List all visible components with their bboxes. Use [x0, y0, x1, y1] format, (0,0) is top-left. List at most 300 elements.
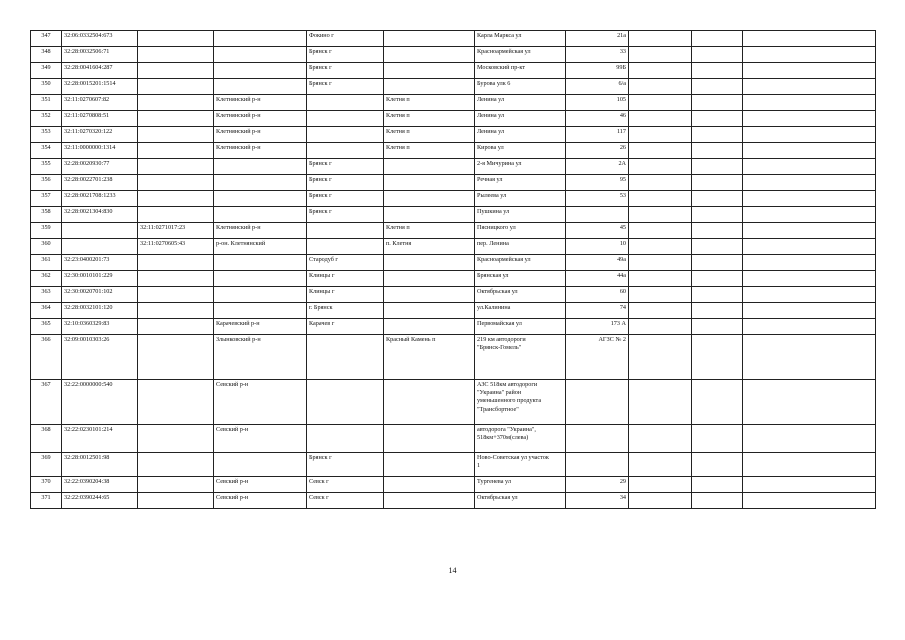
row-number-cell: 361 — [31, 255, 62, 271]
table-row — [31, 111, 876, 127]
extra-cell-2 — [692, 303, 743, 319]
extra-cell-3 — [743, 191, 876, 207]
extra-cell-1 — [629, 287, 692, 303]
row-number-cell: 365 — [31, 319, 62, 335]
district-cell — [214, 255, 307, 271]
cadastral-number-2-cell — [138, 175, 214, 191]
street-cell: Октябрьская ул — [475, 287, 566, 303]
district-cell: Клетнянский р-н — [214, 111, 307, 127]
cadastral-number-2-cell — [138, 207, 214, 223]
cadastral-number-cell: 32:11:0270808:51 — [62, 111, 138, 127]
house-cell: 45 — [566, 223, 629, 239]
row-number-cell: 371 — [31, 493, 62, 509]
cadastral-number-cell: 32:09:0010303:26 — [62, 335, 138, 380]
house-cell: 6/а — [566, 79, 629, 95]
house-cell — [566, 453, 629, 477]
district-cell: Севский р-н — [214, 425, 307, 453]
extra-cell-2 — [692, 143, 743, 159]
district-cell: Клетнянский р-н — [214, 223, 307, 239]
row-number-cell: 354 — [31, 143, 62, 159]
extra-cell-3 — [743, 425, 876, 453]
city-cell: г. Брянск — [307, 303, 384, 319]
house-cell: 26 — [566, 143, 629, 159]
cadastral-number-2-cell — [138, 79, 214, 95]
cadastral-number-cell: 32:28:0032506:71 — [62, 47, 138, 63]
settlement-cell: п. Клетня — [384, 239, 475, 255]
cadastral-number-cell: 32:22:0230101:214 — [62, 425, 138, 453]
cadastral-number-cell: 32:10:0360329:83 — [62, 319, 138, 335]
cadastral-number-cell: 32:28:0015201:1514 — [62, 79, 138, 95]
extra-cell-2 — [692, 207, 743, 223]
row-number-cell: 359 — [31, 223, 62, 239]
district-cell — [214, 453, 307, 477]
street-cell: Тургенева ул — [475, 477, 566, 493]
cadastral-number-cell: 32:23:0400201:73 — [62, 255, 138, 271]
extra-cell-2 — [692, 380, 743, 425]
row-number-cell: 348 — [31, 47, 62, 63]
extra-cell-2 — [692, 111, 743, 127]
cadastral-number-cell: 32:28:0021304:830 — [62, 207, 138, 223]
street-cell: Красноармейская ул — [475, 255, 566, 271]
house-cell: 95 — [566, 175, 629, 191]
row-number-cell: 364 — [31, 303, 62, 319]
extra-cell-2 — [692, 95, 743, 111]
table-row — [31, 63, 876, 79]
street-cell: Октябрьская ул — [475, 493, 566, 509]
district-cell: Севский р-н — [214, 493, 307, 509]
row-number-cell: 366 — [31, 335, 62, 380]
extra-cell-1 — [629, 255, 692, 271]
city-cell — [307, 95, 384, 111]
extra-cell-1 — [629, 143, 692, 159]
city-cell: Севск г — [307, 493, 384, 509]
row-number-cell: 363 — [31, 287, 62, 303]
street-cell: Ленина ул — [475, 127, 566, 143]
extra-cell-1 — [629, 175, 692, 191]
city-cell — [307, 425, 384, 453]
extra-cell-2 — [692, 31, 743, 47]
extra-cell-3 — [743, 143, 876, 159]
settlement-cell — [384, 63, 475, 79]
cadastral-number-2-cell — [138, 335, 214, 380]
table-row — [31, 47, 876, 63]
table-row — [31, 159, 876, 175]
cadastral-number-cell — [62, 223, 138, 239]
cadastral-number-cell: 32:28:0041604:287 — [62, 63, 138, 79]
extra-cell-2 — [692, 493, 743, 509]
row-number-cell: 356 — [31, 175, 62, 191]
extra-cell-2 — [692, 425, 743, 453]
settlement-cell — [384, 303, 475, 319]
table-row — [31, 493, 876, 509]
district-cell — [214, 31, 307, 47]
row-number-cell: 360 — [31, 239, 62, 255]
extra-cell-3 — [743, 335, 876, 380]
row-number-cell: 358 — [31, 207, 62, 223]
cadastral-number-2-cell — [138, 287, 214, 303]
district-cell — [214, 63, 307, 79]
extra-cell-1 — [629, 95, 692, 111]
house-cell: 53 — [566, 191, 629, 207]
cadastral-number-cell — [62, 239, 138, 255]
street-cell: Пясницкого ул — [475, 223, 566, 239]
extra-cell-2 — [692, 191, 743, 207]
city-cell — [307, 127, 384, 143]
row-number-cell: 368 — [31, 425, 62, 453]
settlement-cell — [384, 31, 475, 47]
settlement-cell — [384, 175, 475, 191]
settlement-cell — [384, 425, 475, 453]
cadastral-number-2-cell: 32:11:0270605:43 — [138, 239, 214, 255]
city-cell: Карачев г — [307, 319, 384, 335]
cadastral-number-2-cell — [138, 453, 214, 477]
street-cell: Кирова ул — [475, 143, 566, 159]
table-row — [31, 191, 876, 207]
table-row — [31, 175, 876, 191]
extra-cell-1 — [629, 191, 692, 207]
row-number-cell: 369 — [31, 453, 62, 477]
cadastral-number-cell: 32:28:0020930:77 — [62, 159, 138, 175]
street-cell: Рылеева ул — [475, 191, 566, 207]
house-cell: 44а — [566, 271, 629, 287]
row-number-cell: 362 — [31, 271, 62, 287]
row-number-cell: 352 — [31, 111, 62, 127]
extra-cell-3 — [743, 493, 876, 509]
cadastral-number-cell: 32:11:0270607:82 — [62, 95, 138, 111]
table-row — [31, 319, 876, 335]
settlement-cell: Клетня п — [384, 111, 475, 127]
district-cell: Злынковский р-н — [214, 335, 307, 380]
row-number-cell: 355 — [31, 159, 62, 175]
cadastral-number-cell: 32:11:0270320:122 — [62, 127, 138, 143]
street-cell: Первомайская ул — [475, 319, 566, 335]
extra-cell-3 — [743, 477, 876, 493]
city-cell: Стародуб г — [307, 255, 384, 271]
settlement-cell — [384, 47, 475, 63]
house-cell: 117 — [566, 127, 629, 143]
city-cell: Фокино г — [307, 31, 384, 47]
house-cell: 34 — [566, 493, 629, 509]
extra-cell-1 — [629, 223, 692, 239]
district-cell — [214, 175, 307, 191]
row-number-cell: 370 — [31, 477, 62, 493]
cadastral-number-2-cell — [138, 271, 214, 287]
city-cell: Брянск г — [307, 191, 384, 207]
extra-cell-3 — [743, 31, 876, 47]
page-number: 14 — [448, 566, 457, 575]
house-cell: 21а — [566, 31, 629, 47]
settlement-cell: Красный Камень п — [384, 335, 475, 380]
cadastral-number-cell: 32:30:0020701:102 — [62, 287, 138, 303]
district-cell: Клетнянский р-н — [214, 143, 307, 159]
settlement-cell — [384, 493, 475, 509]
house-cell: 60 — [566, 287, 629, 303]
district-cell — [214, 271, 307, 287]
settlement-cell — [384, 287, 475, 303]
row-number-cell: 349 — [31, 63, 62, 79]
table-row — [31, 271, 876, 287]
cadastral-number-2-cell — [138, 319, 214, 335]
city-cell: Клинцы г — [307, 271, 384, 287]
extra-cell-1 — [629, 303, 692, 319]
extra-cell-3 — [743, 303, 876, 319]
street-cell: Карла Маркса ул — [475, 31, 566, 47]
extra-cell-3 — [743, 159, 876, 175]
cadastral-number-2-cell — [138, 95, 214, 111]
city-cell — [307, 380, 384, 425]
city-cell — [307, 143, 384, 159]
house-cell: 173 А — [566, 319, 629, 335]
extra-cell-2 — [692, 127, 743, 143]
settlement-cell — [384, 319, 475, 335]
cadastral-number-2-cell — [138, 303, 214, 319]
extra-cell-1 — [629, 453, 692, 477]
district-cell: Клетнянский р-н — [214, 127, 307, 143]
house-cell: 29 — [566, 477, 629, 493]
district-cell — [214, 159, 307, 175]
street-cell: 219 км автодороги "Брянск-Гомель" — [475, 335, 566, 380]
extra-cell-2 — [692, 271, 743, 287]
cadastral-number-2-cell — [138, 493, 214, 509]
cadastral-number-cell: 32:11:0000000:1314 — [62, 143, 138, 159]
street-cell: Пушкина ул — [475, 207, 566, 223]
extra-cell-3 — [743, 63, 876, 79]
district-cell: Клетнянский р-н — [214, 95, 307, 111]
house-cell: 49а — [566, 255, 629, 271]
cadastral-number-2-cell — [138, 143, 214, 159]
settlement-cell — [384, 79, 475, 95]
extra-cell-1 — [629, 239, 692, 255]
table-row — [31, 223, 876, 239]
house-cell: 105 — [566, 95, 629, 111]
extra-cell-2 — [692, 255, 743, 271]
table-row — [31, 79, 876, 95]
street-cell: Ново-Советская ул участок 1 — [475, 453, 566, 477]
extra-cell-1 — [629, 319, 692, 335]
street-cell: Речная ул — [475, 175, 566, 191]
extra-cell-2 — [692, 335, 743, 380]
extra-cell-2 — [692, 287, 743, 303]
cadastral-number-cell: 32:28:0022701:238 — [62, 175, 138, 191]
house-cell: 2А — [566, 159, 629, 175]
table-row — [31, 477, 876, 493]
table-row — [31, 425, 876, 453]
city-cell: Брянск г — [307, 159, 384, 175]
settlement-cell: Клетня п — [384, 95, 475, 111]
table-row — [31, 287, 876, 303]
district-cell — [214, 207, 307, 223]
extra-cell-2 — [692, 319, 743, 335]
extra-cell-1 — [629, 493, 692, 509]
cadastral-number-2-cell — [138, 159, 214, 175]
settlement-cell — [384, 255, 475, 271]
street-cell: Бурова улк 6 — [475, 79, 566, 95]
extra-cell-2 — [692, 453, 743, 477]
table-row — [31, 143, 876, 159]
extra-cell-1 — [629, 47, 692, 63]
street-cell: автодорога "Украина", 518км+370м(слева) — [475, 425, 566, 453]
district-cell — [214, 79, 307, 95]
cadastral-number-2-cell — [138, 127, 214, 143]
extra-cell-1 — [629, 159, 692, 175]
settlement-cell: Клетня п — [384, 127, 475, 143]
cadastral-number-2-cell — [138, 255, 214, 271]
city-cell: Брянск г — [307, 79, 384, 95]
settlement-cell — [384, 271, 475, 287]
table-row — [31, 127, 876, 143]
city-cell: Брянск г — [307, 47, 384, 63]
district-cell: Карачевский р-н — [214, 319, 307, 335]
house-cell — [566, 425, 629, 453]
street-cell: Брянская ул — [475, 271, 566, 287]
table-row — [31, 31, 876, 47]
table-body — [31, 31, 876, 509]
address-table — [30, 30, 876, 509]
street-cell: пер. Ленина — [475, 239, 566, 255]
extra-cell-2 — [692, 63, 743, 79]
house-cell: 33 — [566, 47, 629, 63]
row-number-cell: 347 — [31, 31, 62, 47]
extra-cell-1 — [629, 477, 692, 493]
city-cell: Брянск г — [307, 453, 384, 477]
house-cell: 46 — [566, 111, 629, 127]
extra-cell-3 — [743, 111, 876, 127]
extra-cell-3 — [743, 380, 876, 425]
table-row — [31, 453, 876, 477]
cadastral-number-2-cell: 32:11:0271017:23 — [138, 223, 214, 239]
row-number-cell: 367 — [31, 380, 62, 425]
settlement-cell — [384, 159, 475, 175]
street-cell: Ленина ул — [475, 95, 566, 111]
table-row — [31, 95, 876, 111]
extra-cell-3 — [743, 255, 876, 271]
extra-cell-3 — [743, 239, 876, 255]
table-row — [31, 239, 876, 255]
street-cell: Московский пр-кт — [475, 63, 566, 79]
extra-cell-1 — [629, 271, 692, 287]
cadastral-number-cell: 32:28:0012501:98 — [62, 453, 138, 477]
extra-cell-2 — [692, 79, 743, 95]
house-cell — [566, 380, 629, 425]
extra-cell-3 — [743, 95, 876, 111]
extra-cell-1 — [629, 127, 692, 143]
extra-cell-3 — [743, 453, 876, 477]
settlement-cell — [384, 207, 475, 223]
district-cell: р-он. Клетнянский — [214, 239, 307, 255]
row-number-cell: 353 — [31, 127, 62, 143]
table-row — [31, 303, 876, 319]
extra-cell-2 — [692, 239, 743, 255]
district-cell — [214, 191, 307, 207]
cadastral-number-2-cell — [138, 47, 214, 63]
settlement-cell — [384, 477, 475, 493]
cadastral-number-2-cell — [138, 425, 214, 453]
extra-cell-3 — [743, 287, 876, 303]
house-cell — [566, 207, 629, 223]
table-row — [31, 207, 876, 223]
extra-cell-3 — [743, 319, 876, 335]
extra-cell-3 — [743, 175, 876, 191]
cadastral-number-cell: 32:28:0021708:1233 — [62, 191, 138, 207]
table-row — [31, 335, 876, 380]
extra-cell-3 — [743, 47, 876, 63]
cadastral-number-2-cell — [138, 191, 214, 207]
extra-cell-1 — [629, 425, 692, 453]
extra-cell-2 — [692, 159, 743, 175]
city-cell — [307, 111, 384, 127]
row-number-cell: 357 — [31, 191, 62, 207]
city-cell: Брянск г — [307, 63, 384, 79]
street-cell: ул.Калинина — [475, 303, 566, 319]
cadastral-number-2-cell — [138, 31, 214, 47]
cadastral-number-cell: 32:06:0332504:673 — [62, 31, 138, 47]
row-number-cell: 350 — [31, 79, 62, 95]
cadastral-number-cell: 32:22:0390204:38 — [62, 477, 138, 493]
street-cell: 2-я Мичурина ул — [475, 159, 566, 175]
cadastral-number-cell: 32:22:0000000:540 — [62, 380, 138, 425]
extra-cell-1 — [629, 79, 692, 95]
extra-cell-2 — [692, 47, 743, 63]
city-cell: Севск г — [307, 477, 384, 493]
city-cell — [307, 335, 384, 380]
street-cell: АЗС 518км автодороги "Украина" район уменьшенного продукта "Трансбортное" — [475, 380, 566, 425]
row-number-cell: 351 — [31, 95, 62, 111]
extra-cell-2 — [692, 477, 743, 493]
city-cell: Брянск г — [307, 175, 384, 191]
district-cell — [214, 47, 307, 63]
settlement-cell: Клетня п — [384, 223, 475, 239]
street-cell: Красноармейская ул — [475, 47, 566, 63]
city-cell: Брянск г — [307, 207, 384, 223]
extra-cell-3 — [743, 127, 876, 143]
table-row — [31, 380, 876, 425]
extra-cell-2 — [692, 175, 743, 191]
extra-cell-3 — [743, 223, 876, 239]
extra-cell-3 — [743, 271, 876, 287]
street-cell: Ленина ул — [475, 111, 566, 127]
house-cell: 10 — [566, 239, 629, 255]
cadastral-number-2-cell — [138, 380, 214, 425]
city-cell — [307, 239, 384, 255]
extra-cell-1 — [629, 111, 692, 127]
settlement-cell — [384, 453, 475, 477]
district-cell — [214, 287, 307, 303]
city-cell — [307, 223, 384, 239]
district-cell: Севский р-н — [214, 477, 307, 493]
cadastral-number-2-cell — [138, 477, 214, 493]
house-cell: 99Б — [566, 63, 629, 79]
extra-cell-1 — [629, 63, 692, 79]
district-cell: Севский р-н — [214, 380, 307, 425]
settlement-cell — [384, 191, 475, 207]
cadastral-number-cell: 32:28:0032101:120 — [62, 303, 138, 319]
extra-cell-1 — [629, 335, 692, 380]
extra-cell-1 — [629, 31, 692, 47]
house-cell: АГЗС № 2 — [566, 335, 629, 380]
extra-cell-3 — [743, 79, 876, 95]
cadastral-number-cell: 32:30:0010101:229 — [62, 271, 138, 287]
table-row — [31, 255, 876, 271]
cadastral-number-cell: 32:22:0390244:65 — [62, 493, 138, 509]
settlement-cell — [384, 380, 475, 425]
house-cell: 74 — [566, 303, 629, 319]
city-cell: Клинцы г — [307, 287, 384, 303]
cadastral-number-2-cell — [138, 63, 214, 79]
extra-cell-1 — [629, 207, 692, 223]
settlement-cell: Клетня п — [384, 143, 475, 159]
cadastral-number-2-cell — [138, 111, 214, 127]
extra-cell-3 — [743, 207, 876, 223]
